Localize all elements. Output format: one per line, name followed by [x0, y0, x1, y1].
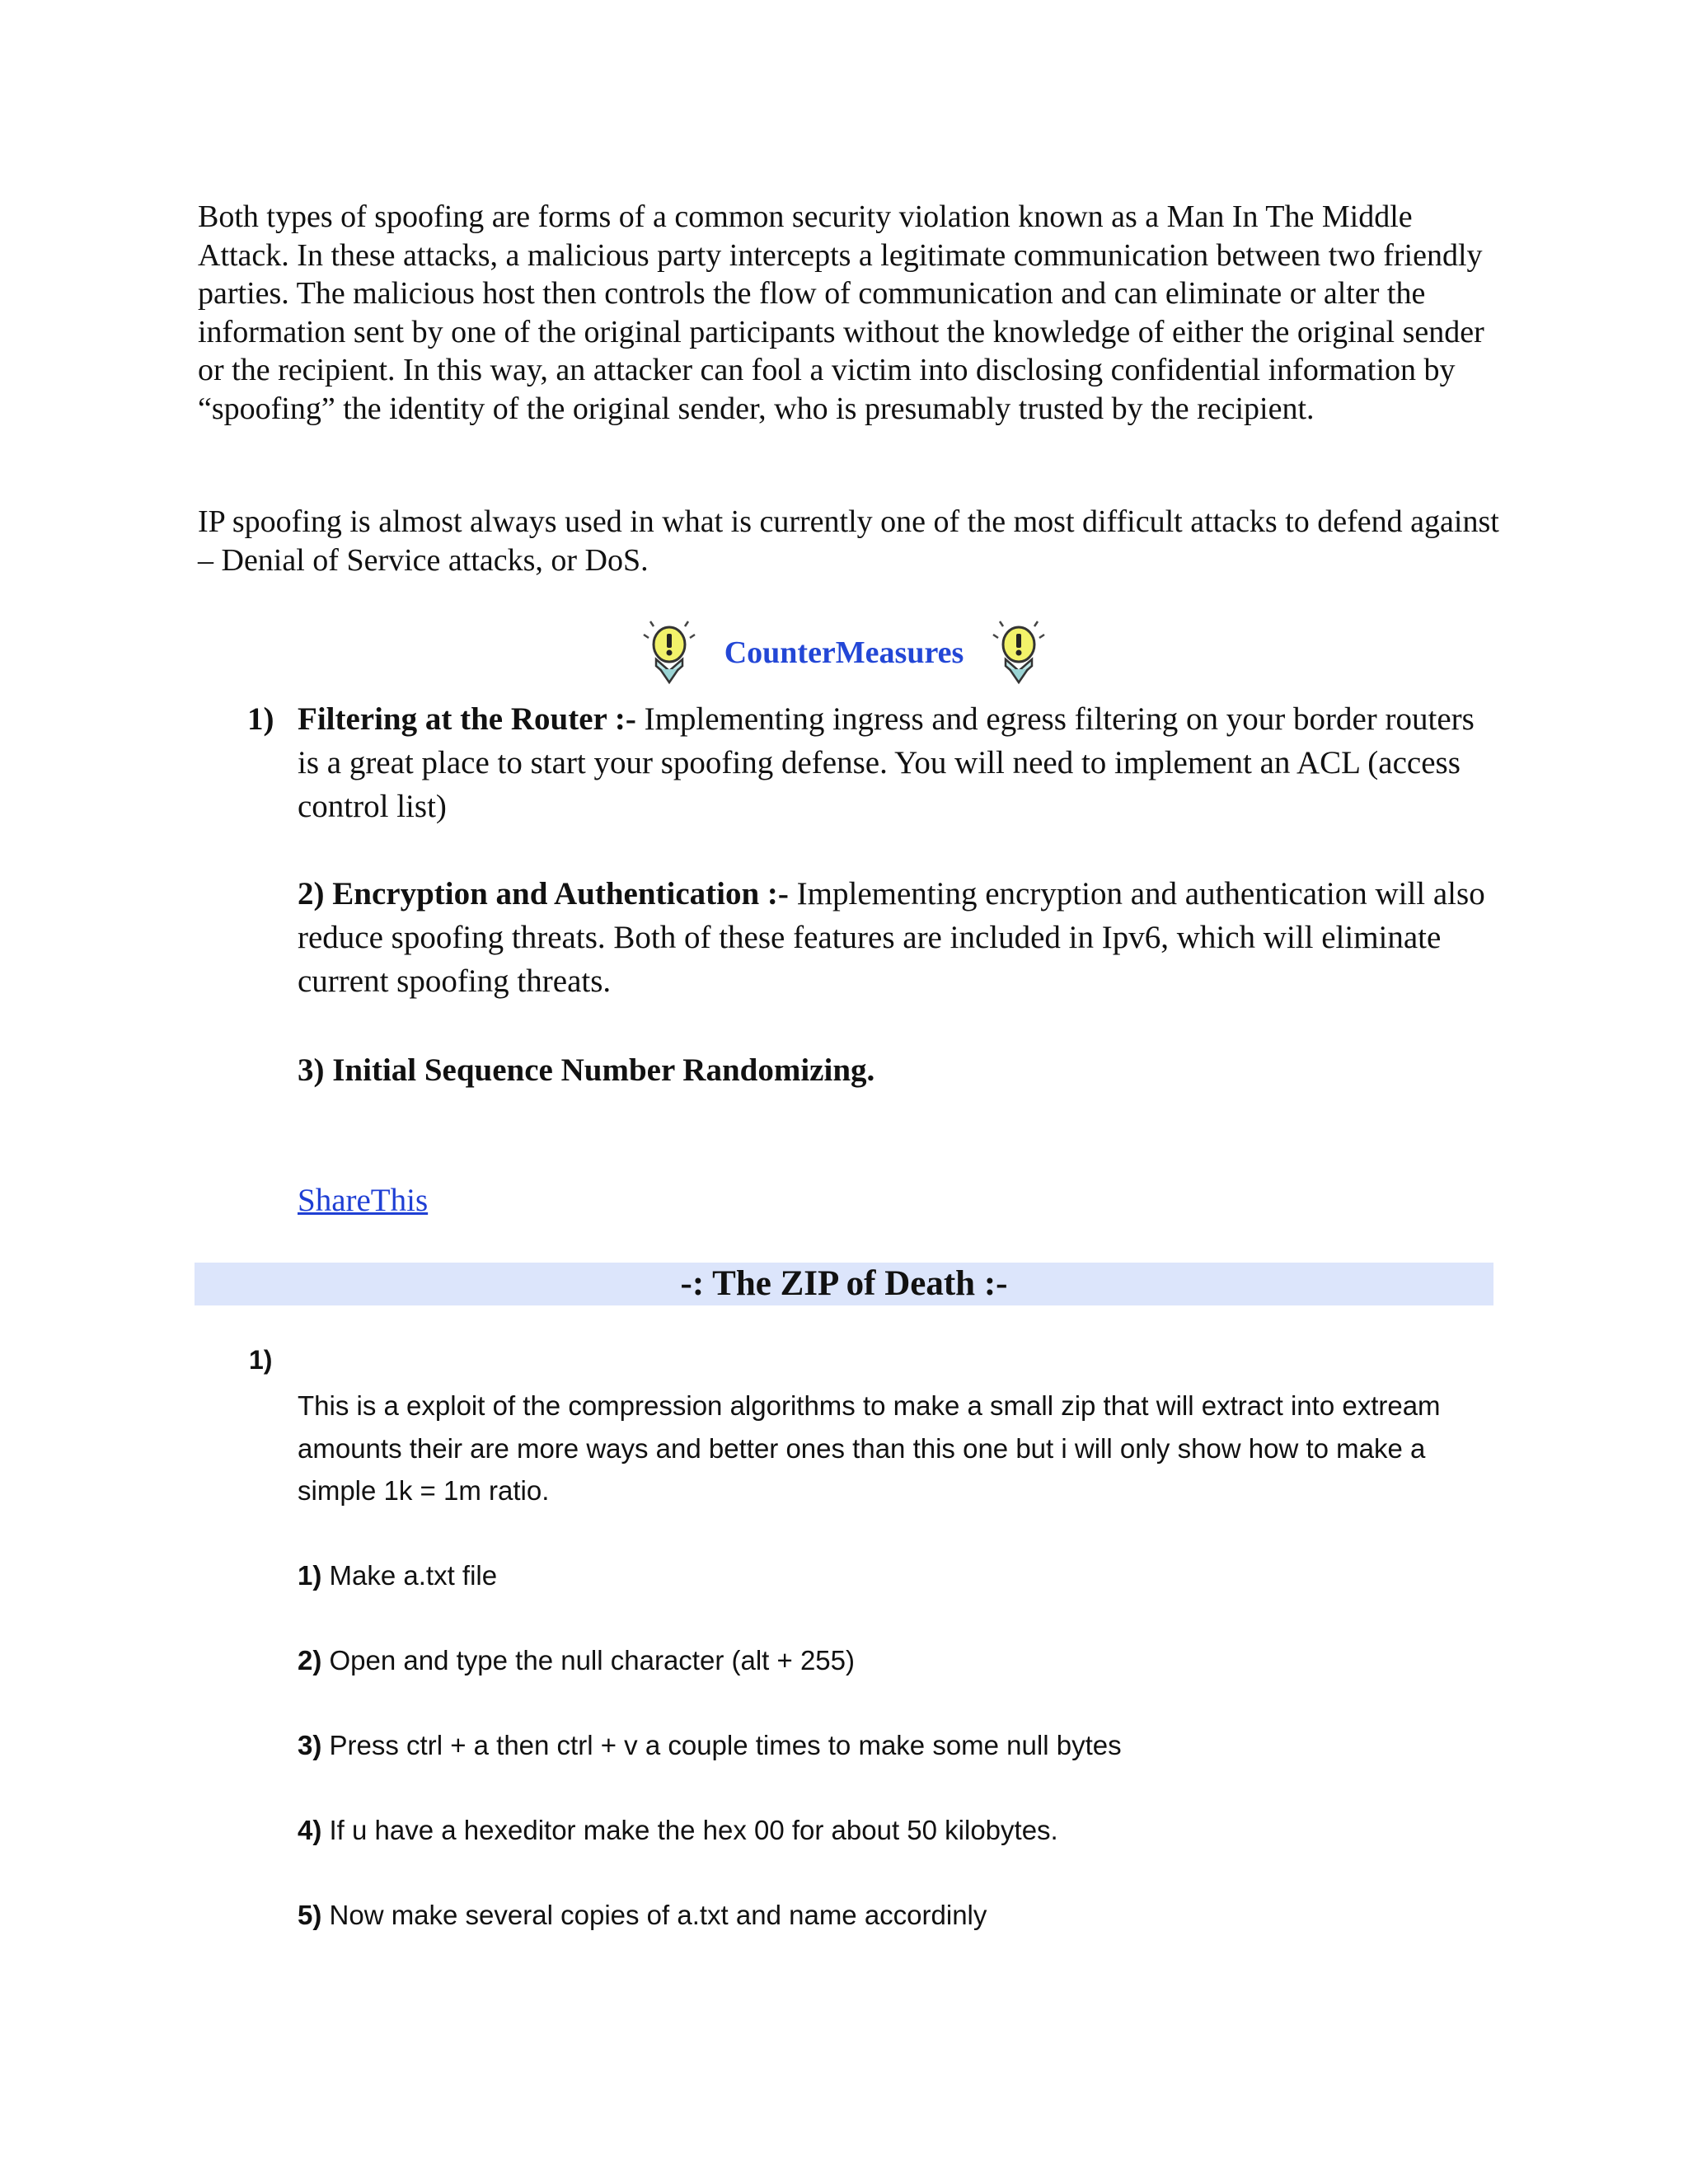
zip-step — [298, 1639, 855, 1682]
zip-intro-text: This is a exploit of the compression algorithms to make a small zip that will extract into extream amounts their are more ways and better ones than this one but i will only show how to make a simple 1k = 1m ratio. — [298, 1390, 1441, 1506]
lightbulb-icon — [992, 620, 1046, 686]
countermeasures-title: CounterMeasures — [724, 635, 964, 670]
countermeasure-heading: Encryption and Authentication :- — [332, 876, 789, 912]
share-this-link[interactable]: ShareThis — [298, 1183, 429, 1218]
countermeasure-text: Implementing encryption and authentication will also reduce spoofing threats. Both of these features are included in Ipv6, which will eliminate current spoofing threats. — [298, 876, 1485, 999]
dos-paragraph: IP spoofing is almost always used in what is currently one of the most difficult attacks to defend against – Denial of Service attacks, or DoS. — [198, 504, 1499, 578]
countermeasure-text: Implementing ingress and egress filtering on your border routers is a great place to start your spoofing defense. You will need to implement an ACL (access control list) — [298, 701, 1475, 824]
mitm-paragraph: Both types of spoofing are forms of a common security violation known as a Man In The Middle Attack. In these attacks, a malicious party intercepts a legitimate communication between two friendly parties. The malicious host then controls the flow of communication and can eliminate or alter the information sent by one of the original participants without the knowledge of either the original sender or the recipient. In this way, an attacker can fool a victim into disclosing confidential information by “spoofing” the identity of the original sender, who is presumably trusted by the recipient. — [198, 199, 1484, 426]
countermeasure-number: 3) — [298, 1052, 325, 1088]
countermeasure-number: 2) — [298, 876, 325, 912]
step-number: 5) — [298, 1900, 322, 1930]
step-number: 1) — [298, 1560, 322, 1591]
countermeasure-heading: Initial Sequence Number Randomizing. — [332, 1052, 875, 1088]
share-container — [298, 1179, 1501, 1222]
lightbulb-icon — [642, 620, 696, 686]
zip-step — [298, 1809, 1058, 1852]
zip-step — [298, 1894, 987, 1937]
step-text: Now make several copies of a.txt and name accordinly — [321, 1900, 987, 1930]
zip-step — [298, 1724, 1122, 1767]
step-text: If u have a hexeditor make the hex 00 for about 50 kilobytes. — [321, 1815, 1058, 1845]
zip-item-number: 1) — [249, 1345, 273, 1375]
countermeasure-item — [298, 697, 1501, 828]
step-number: 4) — [298, 1815, 322, 1845]
step-number: 3) — [298, 1730, 322, 1760]
step-number: 2) — [298, 1645, 322, 1675]
countermeasure-heading: Filtering at the Router :- — [298, 701, 636, 737]
countermeasure-item — [298, 872, 1501, 1003]
countermeasure-item — [298, 1048, 1501, 1092]
zip-section-title: -: The ZIP of Death :- — [680, 1264, 1008, 1303]
step-text: Open and type the null character (alt + 255) — [321, 1645, 855, 1675]
zip-step — [298, 1554, 497, 1597]
countermeasures-heading — [0, 620, 1688, 686]
step-text: Make a.txt file — [321, 1560, 498, 1591]
step-text: Press ctrl + a then ctrl + v a couple times to make some null bytes — [321, 1730, 1122, 1760]
zip-section-banner — [195, 1263, 1493, 1305]
countermeasure-number: 1) — [247, 701, 274, 737]
